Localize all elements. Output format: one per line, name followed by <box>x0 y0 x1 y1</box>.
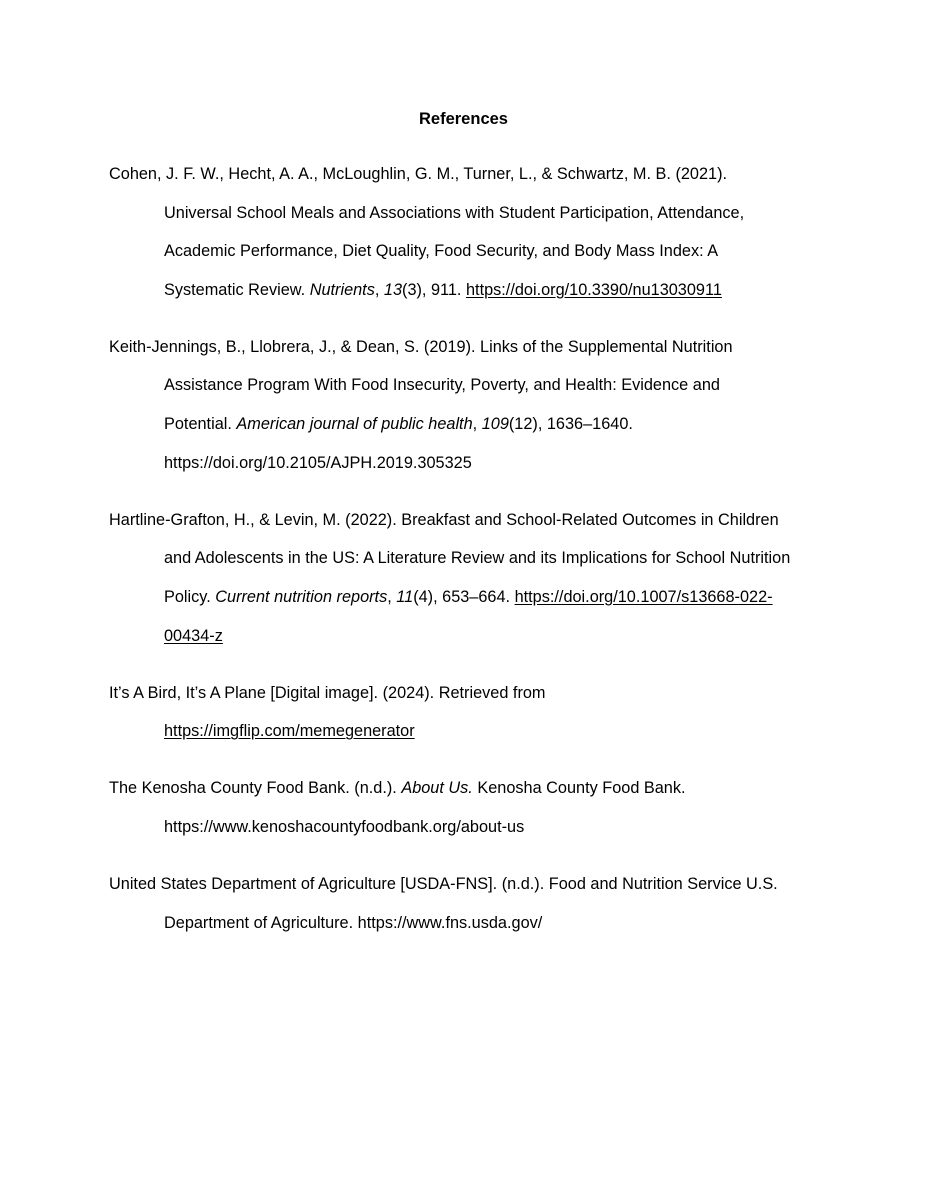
reference-text: Potential. <box>164 415 237 434</box>
doi-link-continued[interactable]: 00434-z <box>164 626 223 645</box>
reference-entry-kenosha <box>109 769 829 846</box>
page-title: About Us. <box>401 779 473 798</box>
reference-line <box>164 405 829 444</box>
doi-text: https://doi.org/10.2105/AJPH.2019.305325 <box>164 453 472 472</box>
journal-title: American journal of public health <box>236 415 473 434</box>
reference-line: Hartline-Grafton, H., & Levin, M. (2022). Breakfast and School-Related Outcomes in Children <box>109 510 779 529</box>
reference-entry-hartline-grafton <box>109 501 829 655</box>
reference-line: Assistance Program With Food Insecurity, Poverty, and Health: Evidence and <box>164 376 720 395</box>
reference-line: It’s A Bird, It’s A Plane [Digital image]. (2024). Retrieved from <box>109 683 546 702</box>
doi-link[interactable]: https://doi.org/10.3390/nu13030911 <box>465 280 722 299</box>
doi-link[interactable]: https://doi.org/10.1007/s13668-022- <box>514 587 773 606</box>
reference-list <box>109 155 829 961</box>
reference-line: Academic Performance, Diet Quality, Food Security, and Body Mass Index: A <box>164 242 719 261</box>
references-heading: References <box>419 110 508 128</box>
journal-volume: 109 <box>481 415 509 434</box>
reference-line <box>109 769 829 808</box>
reference-line <box>164 712 829 751</box>
url-link[interactable]: https://imgflip.com/memegenerator <box>164 722 415 741</box>
reference-line <box>164 617 829 656</box>
reference-text: , <box>472 415 482 434</box>
reference-text: Department of Agriculture. <box>164 913 358 932</box>
reference-text: Policy. <box>164 587 216 606</box>
reference-text: Kenosha County Food Bank. <box>472 779 686 798</box>
reference-line <box>164 578 829 617</box>
journal-title: Current nutrition reports <box>215 587 388 606</box>
reference-text: (12), 1636–1640. <box>508 415 633 434</box>
reference-line: Keith-Jennings, B., Llobrera, J., & Dean, S. (2019). Links of the Supplemental Nutrition <box>109 337 733 356</box>
reference-entry-cohen <box>109 155 829 309</box>
reference-text: , <box>374 280 384 299</box>
reference-line: United States Department of Agriculture [USDA-FNS]. (n.d.). Food and Nutrition Service U.S. <box>109 875 778 893</box>
reference-line: Universal School Meals and Associations with Student Participation, Attendance, <box>164 203 745 222</box>
reference-text: The Kenosha County Food Bank. (n.d.). <box>109 779 402 798</box>
reference-line: and Adolescents in the US: A Literature Review and its Implications for School Nutrition <box>164 549 791 568</box>
reference-line <box>164 904 829 943</box>
reference-line: Cohen, J. F. W., Hecht, A. A., McLoughlin, G. M., Turner, L., & Schwartz, M. B. (2021). <box>109 165 728 183</box>
url-text: https://www.kenoshacountyfoodbank.org/about-us <box>164 817 525 836</box>
journal-volume: 13 <box>383 280 403 299</box>
reference-entry-usda <box>109 865 829 942</box>
reference-text: (4), 653–664. <box>413 587 515 606</box>
reference-line <box>164 271 829 310</box>
journal-volume: 11 <box>396 587 414 606</box>
url-text: https://www.fns.usda.gov/ <box>357 913 543 932</box>
reference-text: , <box>387 587 397 606</box>
reference-entry-keith-jennings <box>109 328 829 482</box>
reference-text: Systematic Review. <box>164 280 310 299</box>
journal-title: Nutrients <box>309 280 375 299</box>
reference-text: (3), 911. <box>402 280 466 299</box>
reference-entry-bird-plane <box>109 674 829 751</box>
